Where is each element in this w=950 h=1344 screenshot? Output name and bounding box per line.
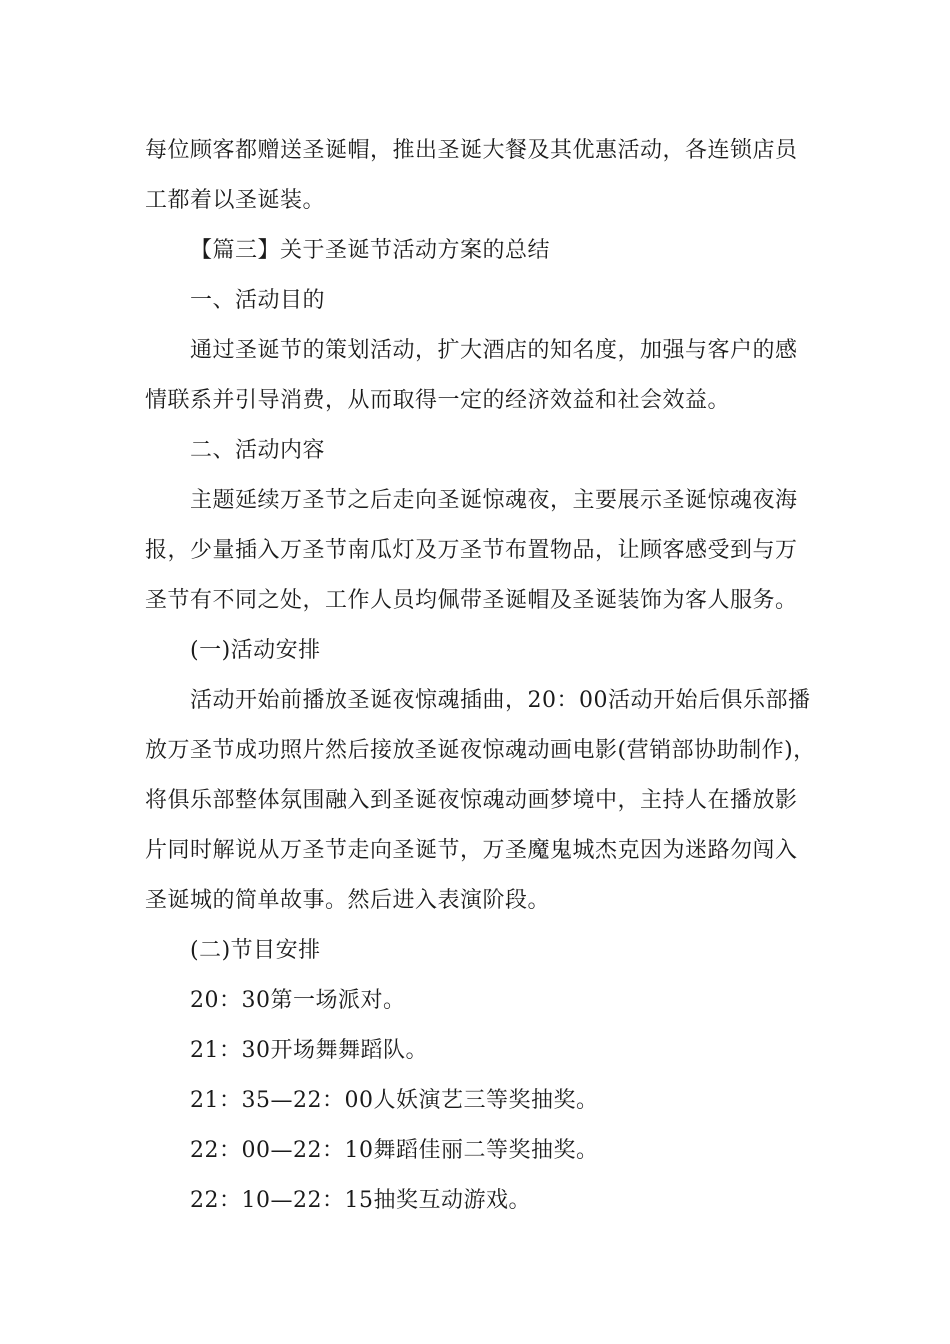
subsection-heading: 二、活动内容 [190, 438, 326, 463]
paragraph-line: 工都着以圣诞装。 [145, 188, 326, 213]
section-heading: 【篇三】关于圣诞节活动方案的总结 [190, 238, 551, 263]
subsection-heading: 一、活动目的 [190, 288, 326, 313]
subsection-heading: (二)节目安排 [190, 938, 321, 963]
paragraph-line: 活动开始前播放圣诞夜惊魂插曲，20：00活动开始后俱乐部播 [190, 688, 811, 713]
paragraph-line: 圣节有不同之处，工作人员均佩带圣诞帽及圣诞装饰为客人服务。 [145, 588, 798, 613]
paragraph-line: 通过圣诞节的策划活动，扩大酒店的知名度，加强与客户的感 [190, 338, 798, 363]
paragraph-line: 主题延续万圣节之后走向圣诞惊魂夜，主要展示圣诞惊魂夜海 [190, 488, 798, 513]
schedule-item: 22：00—22：10舞蹈佳丽二等奖抽奖。 [190, 1138, 599, 1163]
schedule-item: 20：30第一场派对。 [190, 988, 406, 1013]
paragraph-line: 圣诞城的简单故事。然后进入表演阶段。 [145, 888, 551, 913]
paragraph-line: 将俱乐部整体氛围融入到圣诞夜惊魂动画梦境中，主持人在播放影 [145, 788, 798, 813]
schedule-item: 21：30开场舞舞蹈队。 [190, 1038, 428, 1063]
schedule-item: 21：35—22：00人妖演艺三等奖抽奖。 [190, 1088, 599, 1113]
paragraph-line: 每位顾客都赠送圣诞帽，推出圣诞大餐及其优惠活动，各连锁店员 [145, 138, 798, 163]
paragraph-line: 报，少量插入万圣节南瓜灯及万圣节布置物品，让顾客感受到与万 [145, 538, 798, 563]
schedule-item: 22：10—22：15抽奖互动游戏。 [190, 1188, 531, 1213]
paragraph-line: 放万圣节成功照片然后接放圣诞夜惊魂动画电影(营销部协助制作)， [145, 738, 816, 763]
subsection-heading: (一)活动安排 [190, 638, 321, 663]
paragraph-line: 片同时解说从万圣节走向圣诞节，万圣魔鬼城杰克因为迷路勿闯入 [145, 838, 798, 863]
paragraph-line: 情联系并引导消费，从而取得一定的经济效益和社会效益。 [145, 388, 731, 413]
